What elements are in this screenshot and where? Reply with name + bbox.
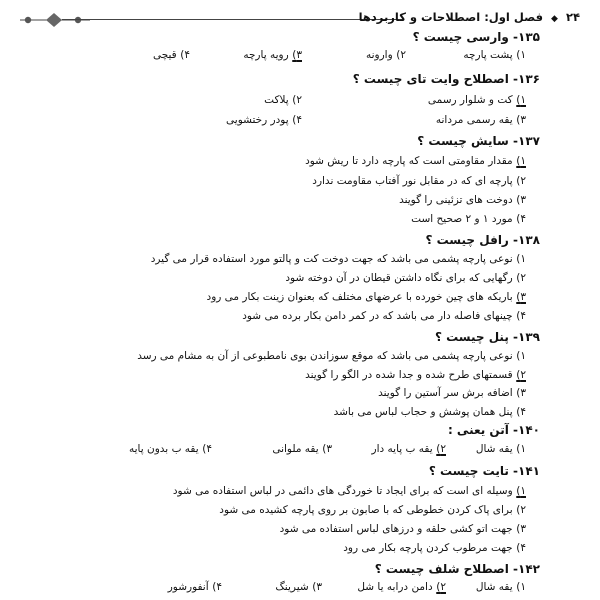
answer-option: ۳) دوخت های تزئینی را گویند xyxy=(399,194,526,206)
question-title: ۱۴۰- آتن یعنی : xyxy=(447,423,540,437)
answer-option-correct: ۲) یقه ب پایه دار xyxy=(371,443,446,455)
answer-option: ۱) یقه شال xyxy=(475,581,526,593)
answer-option-correct: ۱) مقدار مقاومتی است که پارچه دارد تا ریش شود xyxy=(305,155,526,167)
answer-option: ۳) یقه رسمی مردانه xyxy=(435,114,526,126)
diamond-bullet-icon: ◆ xyxy=(551,14,558,24)
answer-option-correct: ۳) رویه پارچه xyxy=(243,49,302,61)
question-title: ۱۳۵- وارسی چیست ؟ xyxy=(412,30,540,44)
question-title: ۱۴۱- تایت چیست ؟ xyxy=(428,464,540,478)
answer-option: ۲) وارونه xyxy=(365,49,406,61)
answer-option: ۴) پنل همان پوشش و حجاب لباس می باشد xyxy=(333,406,526,418)
answer-option: ۳) یقه ملوانی xyxy=(272,443,332,455)
question-title: ۱۳۶- اصطلاح وایت تای چیست ؟ xyxy=(352,72,540,86)
answer-option: ۱) یقه شال xyxy=(475,443,526,455)
answer-option: ۲) برای پاک کردن خطوطی که با صابون بر روی پارچه کشیده می شود xyxy=(219,504,526,516)
answer-option: ۴) آنفورشور xyxy=(167,581,222,593)
answer-option: ۴) قیچی xyxy=(152,49,190,61)
answer-option: ۳) شیرینگ xyxy=(275,581,322,593)
answer-option: ۱) پشت پارچه xyxy=(463,49,526,61)
answer-option: ۱) نوعی پارچه پشمی می باشد که موقع سوزاندن بوی نامطبوعی از آن به مشام می رسد xyxy=(137,350,526,362)
answer-option: ۳) اضافه برش سر آستین را گویند xyxy=(378,387,526,399)
question-title: ۱۳۹- پنل چیست ؟ xyxy=(434,330,540,344)
answer-option: ۱) نوعی پارچه پشمی می باشد که جهت دوخت کت و پالتو مورد استفاده قرار می گیرد xyxy=(150,253,526,265)
answer-option: ۴) چینهای فاصله دار می باشد که در کمر دامن بکار برده می شود xyxy=(242,310,526,322)
answer-option: ۴) مورد ۱ و ۲ صحیح است xyxy=(411,213,526,225)
answer-option: ۴) پودر رختشویی xyxy=(226,114,302,126)
answer-option: ۳) جهت اتو کشی حلقه و درزهای لباس استفاده می شود xyxy=(279,523,526,535)
answer-option-correct: ۱) وسیله ای است که برای ایجاد تا خوردگی های دائمی در لباس استفاده می شود xyxy=(172,485,526,497)
question-title: ۱۴۲- اصطلاح شلف چیست ؟ xyxy=(374,562,540,576)
answer-option-correct: ۱) کت و شلوار رسمی xyxy=(427,94,526,106)
answer-option-correct: ۳) باریکه های چین خورده با عرضهای مختلف که بعنوان زینت بکار می رود xyxy=(206,291,526,303)
question-title: ۱۳۷- سایش چیست ؟ xyxy=(417,134,540,148)
answer-option: ۲) پلاکت xyxy=(264,94,302,106)
answer-option-correct: ۲) دامن درابه یا شل xyxy=(357,581,446,593)
answer-option: ۴) جهت مرطوب کردن پارچه بکار می رود xyxy=(343,542,526,554)
answer-option: ۲) پارچه ای که در مقابل نور آفتاب مقاومت ندارد xyxy=(312,175,526,187)
answer-option-correct: ۲) قسمتهای طرح شده و جدا شده در الگو را گویند xyxy=(305,369,526,381)
answer-option: ۴) یقه ب بدون پایه xyxy=(129,443,212,455)
question-title: ۱۳۸- رافل چیست ؟ xyxy=(425,233,540,247)
page-number: ۲۴ xyxy=(565,10,580,24)
chapter-title: فصل اول: اصطلاحات و کاربردها xyxy=(358,10,543,24)
answer-option: ۲) رگهایی که برای نگاه داشتن قیطان در آن دوخته شود xyxy=(285,272,526,284)
